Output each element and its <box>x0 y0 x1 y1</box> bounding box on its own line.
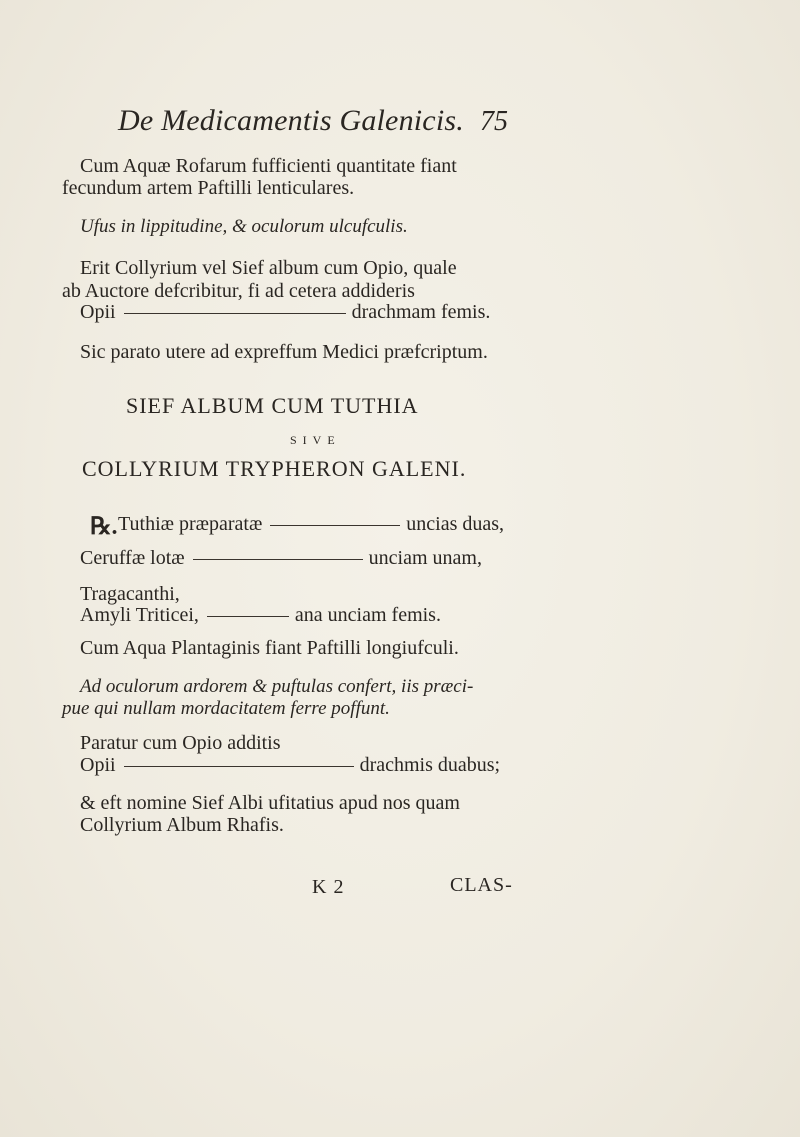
page-number: 75 <box>480 106 508 137</box>
running-title: De Medicamentis Galenicis. <box>118 104 464 137</box>
section-heading: SIEF ALBUM CUM TUTHIA <box>126 393 419 418</box>
usus-note: Ad oculorum ardorem & puftulas confert, iis præci- <box>80 676 474 697</box>
leader-dash <box>124 766 354 767</box>
catchword: CLAS- <box>450 874 513 896</box>
paragraph-line: Cum Aqua Plantaginis fiant Paftilli longiufculi. <box>80 637 459 659</box>
ingredient-line <box>80 546 482 570</box>
ingredient-dose: uncias duas, <box>406 513 505 535</box>
sive-connector: SIVE <box>290 433 341 447</box>
dose-line <box>80 300 490 324</box>
ingredient-name: Amyli Triticei, <box>80 604 199 626</box>
usus-note: pue qui nullam mordacitatem ferre poffunt. <box>62 698 390 719</box>
section-subheading: COLLYRIUM TRYPHERON GALENI. <box>82 456 467 481</box>
ingredient-line: Tragacanthi, <box>80 583 180 605</box>
paragraph-line: ab Auctore defcribitur, fi ad cetera addideris <box>62 280 415 302</box>
recipe-symbol: ℞. <box>90 514 118 540</box>
ingredient-name: Tuthiæ præparatæ <box>118 513 263 535</box>
ingredient-dose: unciam unam, <box>368 547 482 569</box>
ingredient-line <box>80 603 441 627</box>
paragraph-line: fecundum artem Paftilli lenticulares. <box>62 177 355 199</box>
paragraph-line: & eft nomine Sief Albi ufitatius apud nos quam <box>80 792 460 814</box>
ingredient-dose: ana unciam femis. <box>294 604 441 626</box>
paragraph-line: Collyrium Album Rhafis. <box>80 814 284 836</box>
paragraph-line: Cum Aquæ Rofarum fufficienti quantitate fiant <box>80 155 457 177</box>
leader-dash <box>193 559 363 560</box>
ingredient-name: Opii <box>80 301 116 323</box>
ingredient-line <box>118 512 504 536</box>
dose-line <box>80 753 500 777</box>
paragraph-line: Paratur cum Opio additis <box>80 732 281 754</box>
ingredient-dose: drachmam femis. <box>351 301 491 323</box>
usus-note: Ufus in lippitudine, & oculorum ulcufculis. <box>80 216 408 237</box>
leader-dash <box>270 525 400 526</box>
paragraph-line: Erit Collyrium vel Sief album cum Opio, quale <box>80 257 457 279</box>
ingredient-name: Opii <box>80 754 116 776</box>
leader-dash <box>124 313 346 314</box>
paragraph-line: Sic parato utere ad expreffum Medici præfcriptum. <box>80 341 488 363</box>
signature-mark: K 2 <box>312 876 345 898</box>
leader-dash <box>207 616 289 617</box>
ingredient-dose: drachmis duabus; <box>359 754 501 776</box>
ingredient-name: Ceruffæ lotæ <box>80 547 185 569</box>
